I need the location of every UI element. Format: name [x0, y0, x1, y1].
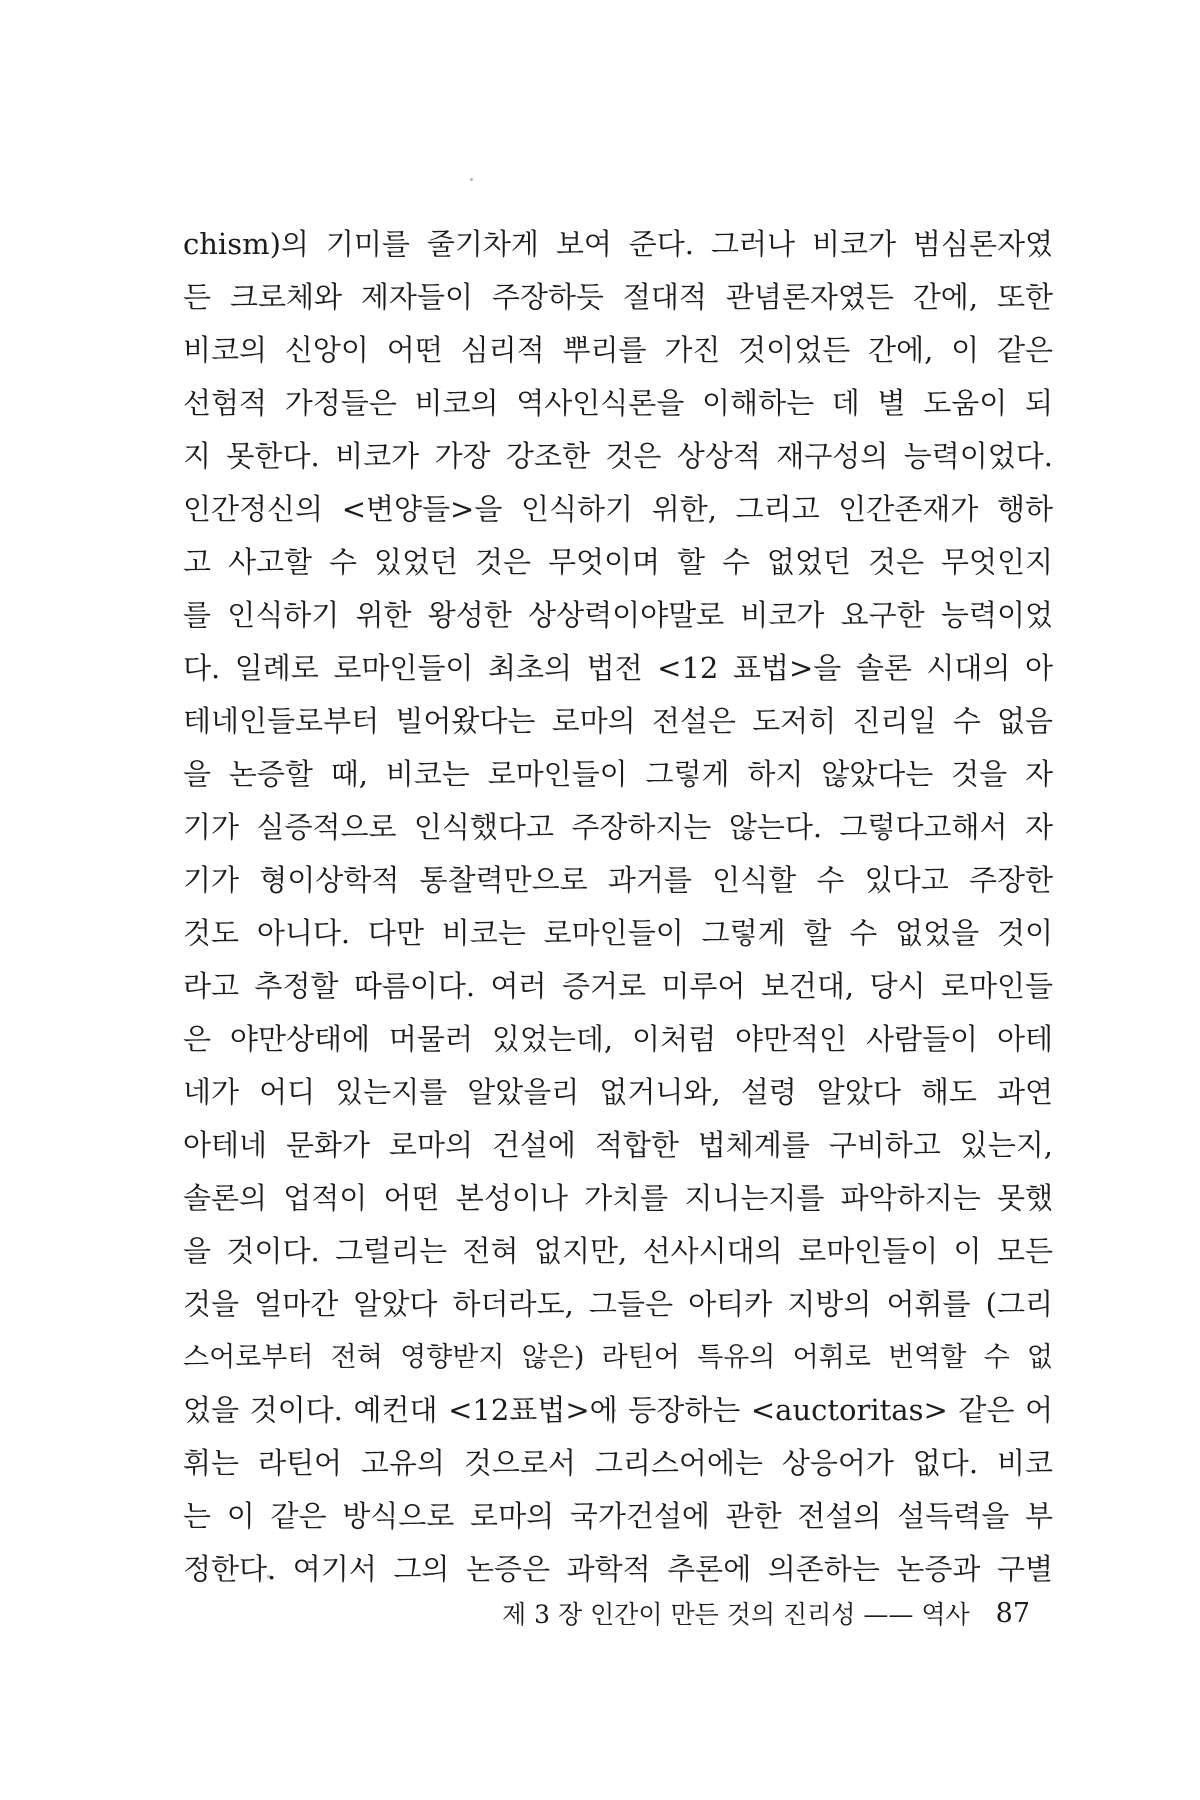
text-line-12: 기가 실증적으로 인식했다고 주장하지는 않는다. 그렇다고해서 자 [183, 810, 1053, 844]
text-line-2: 든 크로체와 제자들이 주장하듯 절대적 관념론자였든 간에, 또한 [183, 280, 1053, 314]
text-line-11: 을 논증할 때, 비코는 로마인들이 그렇게 하지 않았다는 것을 자 [183, 757, 1053, 791]
text-line-20: 을 것이다. 그럴리는 전혀 없지만, 선사시대의 로마인들이 이 모든 [183, 1234, 1053, 1268]
text-line-15: 라고 추정할 따름이다. 여러 증거로 미루어 보건대, 당시 로마인들 [183, 969, 1053, 1003]
text-line-7: 고 사고할 수 있었던 것은 무엇이며 할 수 없었던 것은 무엇인지 [183, 545, 1053, 579]
text-line-16: 은 야만상태에 머물러 있었는데, 이처럼 야만적인 사람들이 아테 [183, 1022, 1053, 1056]
text-line-1: chism)의 기미를 줄기차게 보여 준다. 그러나 비코가 범심론자였 [183, 227, 1053, 261]
text-line-3: 비코의 신앙이 어떤 심리적 뿌리를 가진 것이었든 간에, 이 같은 [183, 333, 1053, 367]
text-line-4: 선험적 가정들은 비코의 역사인식론을 이해하는 데 별 도움이 되 [183, 386, 1053, 420]
text-line-10: 테네인들로부터 빌어왔다는 로마의 전설은 도저히 진리일 수 없음 [183, 704, 1053, 738]
text-line-24: 휘는 라틴어 고유의 것으로서 그리스어에는 상응어가 없다. 비코 [183, 1446, 1053, 1480]
text-line-23: 었을 것이다. 예컨대 <12표법>에 등장하는 <auctoritas> 같은 어 [183, 1393, 1053, 1427]
text-line-9: 다. 일례로 로마인들이 최초의 법전 <12 표법>을 솔론 시대의 아 [183, 651, 1053, 685]
text-line-26: 정한다. 여기서 그의 논증은 과학적 추론에 의존하는 논증과 구별 [183, 1552, 1053, 1586]
text-line-14: 것도 아니다. 다만 비코는 로마인들이 그렇게 할 수 없었을 것이 [183, 916, 1053, 950]
text-line-18: 아테네 문화가 로마의 건설에 적합한 법체계를 구비하고 있는지, [183, 1128, 1053, 1162]
text-line-19: 솔론의 업적이 어떤 본성이나 가치를 지니는지를 파악하지는 못했 [183, 1181, 1053, 1215]
body-text [183, 218, 1053, 1596]
text-line-13: 기가 형이상학적 통찰력만으로 과거를 인식할 수 있다고 주장한 [183, 863, 1053, 897]
running-title: 제 3 장 인간이 만든 것의 진리성 —— 역사 [502, 1600, 970, 1629]
text-line-17: 네가 어디 있는지를 알았을리 없거니와, 설령 알았다 해도 과연 [183, 1075, 1053, 1109]
text-line-5: 지 못한다. 비코가 가장 강조한 것은 상상적 재구성의 능력이었다. [183, 439, 1053, 473]
page-number: 87 [995, 1597, 1030, 1629]
text-line-22: 스어로부터 전혀 영향받지 않은) 라틴어 특유의 어휘로 번역할 수 없 [183, 1342, 1053, 1373]
scan-speck [470, 178, 473, 181]
text-line-21: 것을 얼마간 알았다 하더라도, 그들은 아티카 지방의 어휘를 (그리 [183, 1287, 1053, 1321]
text-line-25: 는 이 같은 방식으로 로마의 국가건설에 관한 전설의 설득력을 부 [183, 1499, 1053, 1533]
text-line-8: 를 인식하기 위한 왕성한 상상력이야말로 비코가 요구한 능력이었 [183, 598, 1053, 632]
text-line-6: 인간정신의 <변양들>을 인식하기 위한, 그리고 인간존재가 행하 [183, 492, 1053, 526]
page-footer [470, 1593, 1030, 1633]
